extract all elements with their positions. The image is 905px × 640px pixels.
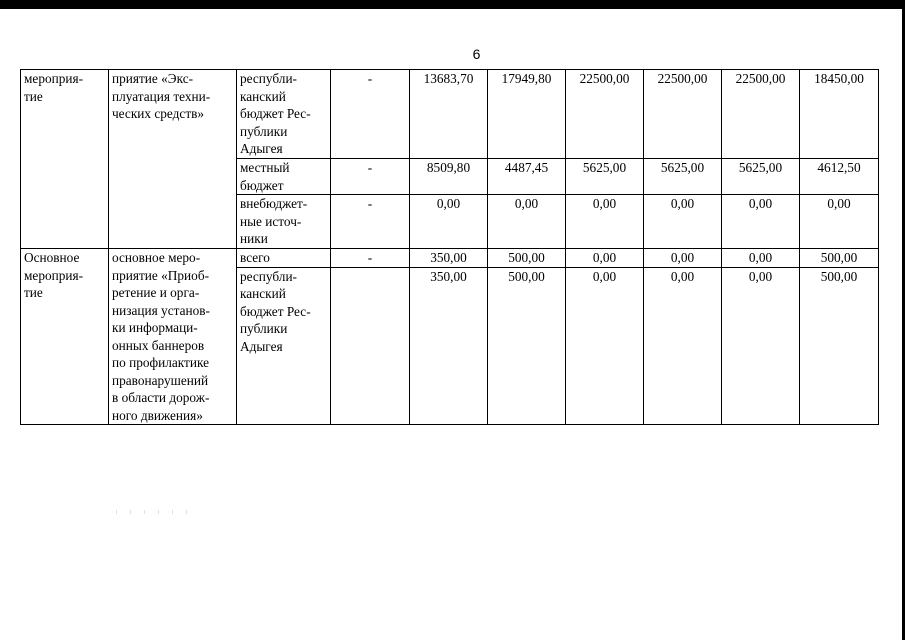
event-category-cell: мероприя- тие: [21, 70, 109, 249]
event-name-cell: основное меро- приятие «Приоб- ретение и орга- низация установ- ки информаци- онных баннеров по профилактике правонарушений в области дорож- ного движения»: [109, 249, 237, 425]
dash-cell: -: [331, 159, 410, 195]
amount-cell: 0,00: [566, 267, 644, 424]
dash-cell: [331, 267, 410, 424]
amount-cell: 0,00: [644, 195, 722, 249]
amount-cell: 350,00: [410, 249, 488, 268]
table-row: [21, 70, 879, 159]
table-row: [21, 249, 879, 268]
amount-cell: 4487,45: [488, 159, 566, 195]
budget-table: [20, 69, 879, 425]
amount-cell: 4612,50: [800, 159, 879, 195]
amount-cell: 500,00: [800, 267, 879, 424]
funding-source-cell: всего: [237, 249, 331, 268]
amount-cell: 0,00: [488, 195, 566, 249]
amount-cell: 0,00: [410, 195, 488, 249]
amount-cell: 8509,80: [410, 159, 488, 195]
scan-noise: [116, 510, 196, 514]
dash-cell: -: [331, 249, 410, 268]
amount-cell: 0,00: [722, 249, 800, 268]
amount-cell: 0,00: [644, 249, 722, 268]
page-number: 6: [472, 46, 481, 62]
amount-cell: 500,00: [488, 267, 566, 424]
amount-cell: 0,00: [566, 195, 644, 249]
funding-source-cell: республи- канский бюджет Рес- публики Адыгея: [237, 267, 331, 424]
amount-cell: 350,00: [410, 267, 488, 424]
scan-top-border: [0, 0, 905, 9]
amount-cell: 0,00: [722, 195, 800, 249]
event-name-cell: приятие «Экс- плуатация техни- ческих средств»: [109, 70, 237, 249]
amount-cell: 500,00: [800, 249, 879, 268]
amount-cell: 5625,00: [644, 159, 722, 195]
amount-cell: 18450,00: [800, 70, 879, 159]
amount-cell: 17949,80: [488, 70, 566, 159]
event-category-cell: Основное мероприя- тие: [21, 249, 109, 425]
amount-cell: 22500,00: [722, 70, 800, 159]
amount-cell: 0,00: [566, 249, 644, 268]
amount-cell: 0,00: [722, 267, 800, 424]
amount-cell: 13683,70: [410, 70, 488, 159]
funding-source-cell: местный бюджет: [237, 159, 331, 195]
amount-cell: 0,00: [644, 267, 722, 424]
amount-cell: 500,00: [488, 249, 566, 268]
amount-cell: 0,00: [800, 195, 879, 249]
funding-source-cell: республи- канский бюджет Рес- публики Адыгея: [237, 70, 331, 159]
dash-cell: -: [331, 195, 410, 249]
amount-cell: 5625,00: [566, 159, 644, 195]
dash-cell: -: [331, 70, 410, 159]
funding-source-cell: внебюджет- ные источ- ники: [237, 195, 331, 249]
amount-cell: 5625,00: [722, 159, 800, 195]
amount-cell: 22500,00: [644, 70, 722, 159]
amount-cell: 22500,00: [566, 70, 644, 159]
